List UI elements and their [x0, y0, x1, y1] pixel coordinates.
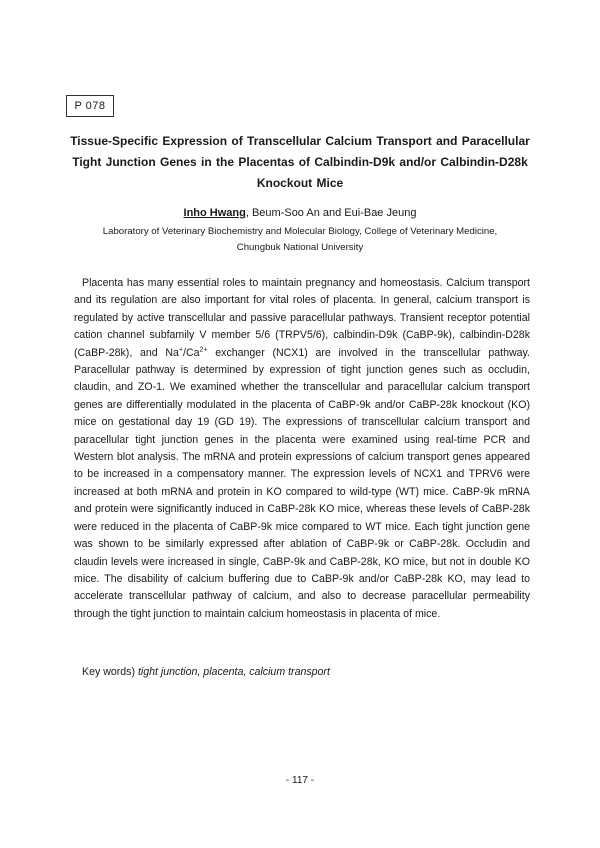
keywords — [82, 664, 522, 680]
co-authors: , Beum-Soo An and Eui-Bae Jeung — [245, 207, 417, 219]
presenting-author: Inho Hwang — [183, 207, 246, 219]
affiliation — [60, 224, 540, 256]
abstract-part-3: exchanger (NCX1) are involved in the transcellular pathway. Paracellular pathway is determined by expression of tight junction genes such as occludin, claudin, and ZO-1. We examined whether the transcellular and paracellular calcium transport genes are differentially modulated in the placenta of CaBP-9k and/or CaBP-28k knockout (KO) mice on gestational day 19 (GD 19). The expressions of transcellular calcium transport and paracellular tight junction genes in the placenta were examined using real-time PCR and Western blot analysis. The mRNA and protein expressions of calcium transport genes appeared to be increased in a compensatory manner. The expression levels of NCX1 and TPRV6 were increased at both mRNA and protein in KO compared to wild-type (WT) mice. CaBP-9k mRNA and protein were significantly induced in CaBP-28k KO mice, whereas these levels of CaBP-28k were reduced in the placenta of CaBP-9k mice compared to WT mice. Each tight junction gene was shown to be similarly expressed after ablation of CaBP-9k or CaBP-28k. Occludin and claudin levels were increased in single, CaBP-9k and CaBP-28k, KO mice, but not in double KO mice. The disability of calcium buffering due to CaBP-9k and/or CaBP-28k KO, may lead to accelerate transcellular pathway of calcium, and also to decrease paracellular permeability through the tight junction to maintain calcium homeostasis in placenta of mice. — [74, 346, 530, 620]
paper-title: Tissue-Specific Expression of Transcellular Calcium Transport and Paracellular Tight Junction Genes in the Placentas of Calbindin-D9k and/or Calbindin-D28k Knockout Mice — [70, 134, 530, 190]
keywords-terms: tight junction, placenta, calcium transport — [137, 666, 330, 678]
affiliation-line-1: Laboratory of Veterinary Biochemistry and Molecular Biology, College of Veterinary Medicine, — [102, 226, 498, 237]
abstract-part-2: /Ca — [183, 346, 200, 359]
page-number: - 117 - — [285, 775, 315, 786]
abstract-body — [74, 275, 530, 623]
keywords-label: Key words) — [82, 666, 138, 678]
abstract-part-1: Placenta has many essential roles to maintain pregnancy and homeostasis. Calcium transport and its regulation are also important for vital roles of placenta. In general, calcium transport is regulated by active transcellular and passive paracellular pathways. Transient receptor potential cation channel subfamily V member 5/6 (TRPV5/6), calbindin-D9k (CaBP-9k), calbindin-D28k (CaBP-28k), and Na — [74, 277, 530, 359]
sodium-charge: + — [178, 346, 184, 354]
poster-code: P 078 — [66, 95, 114, 117]
author-line — [60, 205, 540, 221]
calcium-charge: 2+ — [199, 346, 208, 354]
affiliation-line-2: Chungbuk National University — [236, 242, 364, 253]
